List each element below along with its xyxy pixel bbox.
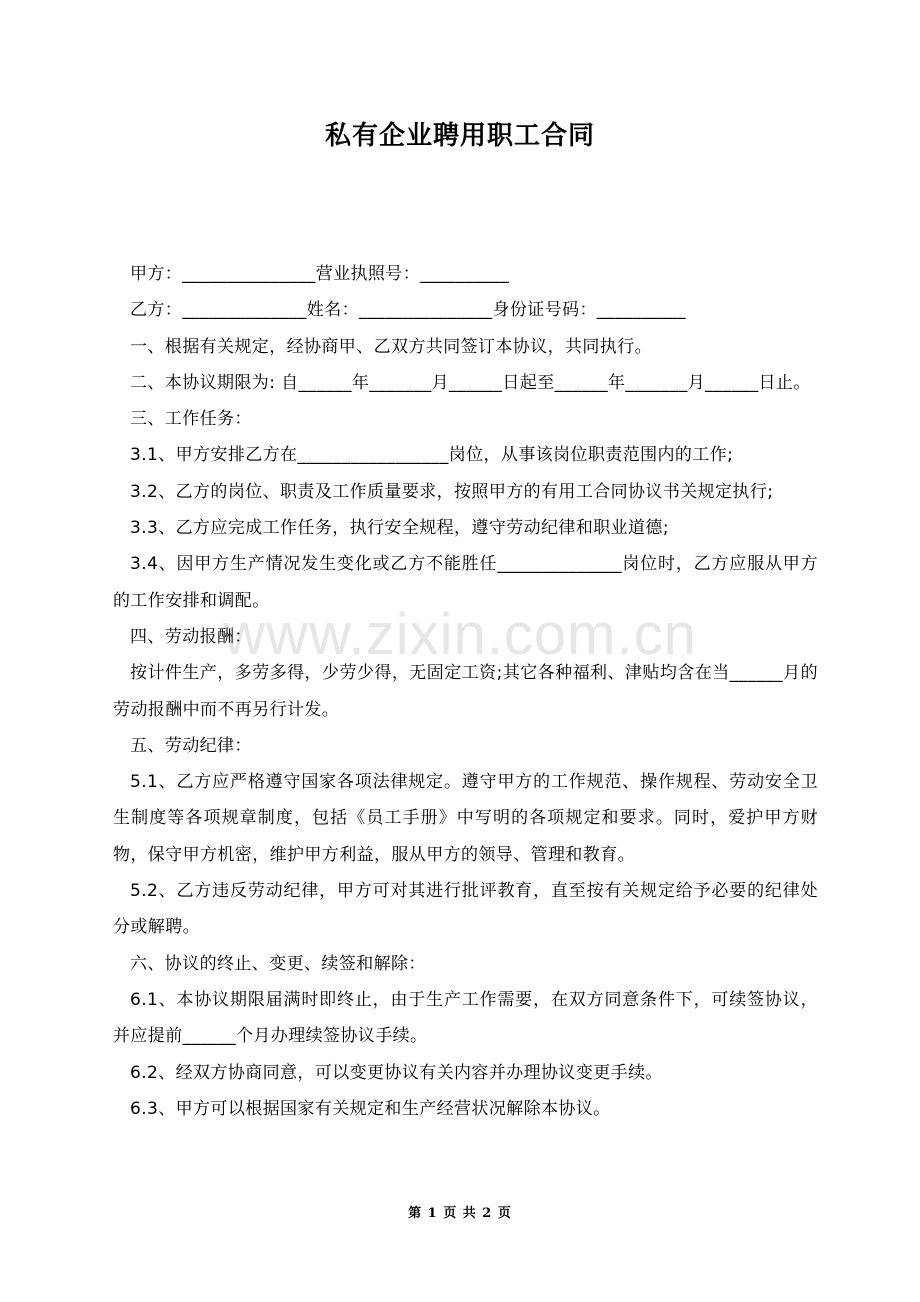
section-heading-termination: 六、协议的终止、变更、续签和解除： — [130, 953, 426, 974]
clause-5-1: 5.1、乙方应严格遵守国家各项法律规定。遵守甲方的工作规范、操作规程、劳动安全卫生制度等各项规章制度，包括《员工手册》中写明的各项规定和要求。同时，爱护甲方财物，保守甲方机密，维护甲方利益，服从甲方的领导、管理和教育。 — [113, 772, 818, 865]
clause-5-2: 5.2、乙方违反劳动纪律，甲方可对其进行批评教育，直至按有关规定给予必要的纪律处分或解聘。 — [113, 881, 818, 938]
document-body — [113, 256, 818, 1127]
clause-4-body: 按计件生产，多劳多得，少劳少得，无固定工资;其它各种福利、津贴均含在当______月的劳动报酬中而不再另行计发。 — [113, 663, 818, 720]
clause-6-2: 6.2、经双方协商同意，可以变更协议有关内容并办理协议变更手续。 — [130, 1062, 663, 1083]
clause-3-4: 3.4、因甲方生产情况发生变化或乙方不能胜任______________岗位时，乙方应服从甲方的工作安排和调配。 — [113, 554, 818, 611]
party-a-line: 甲方：_______________营业执照号：__________ — [130, 264, 510, 284]
party-b-line: 乙方：______________姓名：_______________身份证号码：__________ — [130, 300, 686, 321]
clause-6-3: 6.3、甲方可以根据国家有关规定和生产经营状况解除本协议。 — [130, 1098, 611, 1119]
clause-6-1: 6.1、本协议期限届满时即终止，由于生产工作需要，在双方同意条件下，可续签协议，并应提前______个月办理续签协议手续。 — [113, 989, 818, 1047]
clause-2-term: 二、本协议期限为: 自______年_______月______日起至______年_______月______日止。 — [130, 372, 811, 393]
document-title: 私有企业聘用职工合同 — [324, 121, 595, 151]
section-heading-work-tasks: 三、工作任务： — [130, 409, 252, 430]
clause-3-2: 3.2、乙方的岗位、职责及工作质量要求，按照甲方的有用工合同协议书关规定执行; — [130, 481, 774, 502]
clause-1: 一、根据有关规定，经协商甲、乙双方共同签订本协议，共同执行。 — [130, 336, 652, 357]
page-number-footer: 第 1 页 共 2 页 — [408, 1206, 512, 1221]
clause-3-1: 3.1、甲方安排乙方在_________________岗位，从事该岗位职责范围内的工作; — [130, 445, 734, 466]
section-heading-remuneration: 四、劳动报酬： — [130, 626, 252, 647]
watermark: www.zixin.com.cn — [223, 602, 697, 667]
clause-3-3: 3.3、乙方应完成工作任务，执行安全规程，遵守劳动纪律和职业道德; — [130, 518, 669, 539]
section-heading-discipline: 五、劳动纪律： — [130, 735, 252, 756]
